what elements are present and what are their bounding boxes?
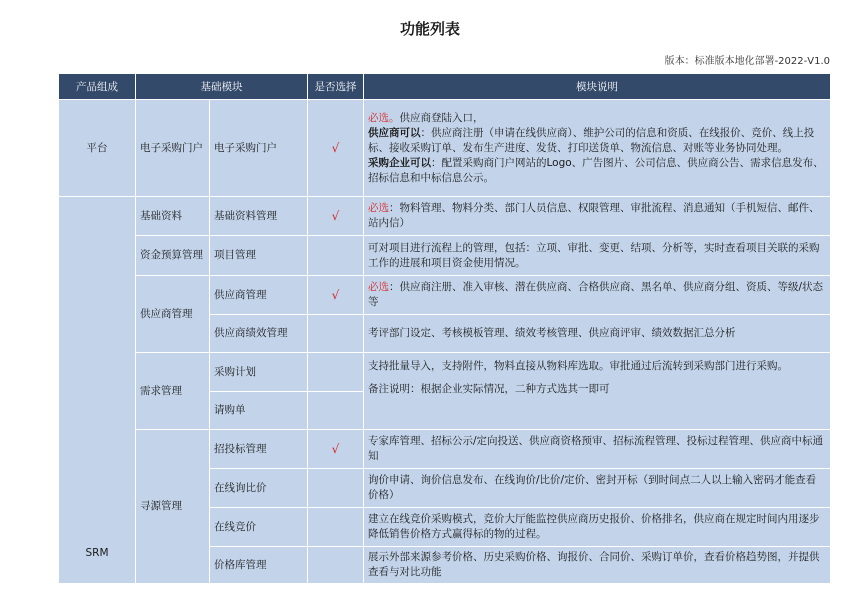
module-cell: 电子采购门户	[210, 100, 308, 197]
header-module: 基础模块	[136, 74, 308, 100]
group-cell: 寻源管理	[136, 430, 210, 584]
required-label: 必选	[368, 202, 389, 214]
module-cell: 招投标管理	[210, 430, 308, 469]
module-cell: 在线竞价	[210, 508, 308, 547]
function-table	[58, 73, 831, 584]
description-cell: 专家库管理、招标公示/定向投送、供应商资格预审、招标流程管理、投标过程管理、供应商中标通知	[364, 430, 831, 469]
table-row	[59, 276, 831, 315]
table-row	[59, 236, 831, 276]
module-cell: 项目管理	[210, 236, 308, 276]
empty-check-cell	[308, 469, 364, 508]
empty-check-cell	[308, 315, 364, 353]
table-row	[59, 100, 831, 197]
module-cell: 价格库管理	[210, 547, 308, 584]
empty-check-cell	[308, 353, 364, 392]
table-row	[59, 197, 831, 236]
check-mark: √	[308, 430, 364, 469]
header-description: 模块说明	[364, 74, 831, 100]
table-header-row	[59, 74, 831, 100]
check-mark: √	[308, 197, 364, 236]
empty-check-cell	[308, 547, 364, 584]
check-mark: √	[308, 100, 364, 197]
module-cell: 基础资料管理	[210, 197, 308, 236]
product-cell: SRM	[59, 197, 136, 584]
group-cell: 供应商管理	[136, 276, 210, 353]
description-cell: 必选：物料管理、物料分类、部门人员信息、权限管理、审批流程、消息通知（手机短信、邮件、站内信）	[364, 197, 831, 236]
description-cell: 询价申请、询价信息发布、在线询价/比价/定价、密封开标（到时间点二人以上输入密码才能查看价格）	[364, 469, 831, 508]
empty-check-cell	[308, 508, 364, 547]
module-cell: 采购计划	[210, 353, 308, 392]
group-cell: 电子采购门户	[136, 100, 210, 197]
required-label: 必选。	[368, 111, 400, 124]
description-cell: 展示外部来源参考价格、历史采购价格、询报价、合同价、采购订单价，查看价格趋势图，并提供查看与对比功能	[364, 547, 831, 584]
group-cell: 基础资料	[136, 197, 210, 236]
empty-check-cell	[308, 392, 364, 430]
group-cell: 资金预算管理	[136, 236, 210, 276]
check-mark: √	[308, 276, 364, 315]
page-title: 功能列表	[399, 20, 460, 38]
module-cell: 在线询比价	[210, 469, 308, 508]
group-cell: 需求管理	[136, 353, 210, 430]
module-cell: 供应商绩效管理	[210, 315, 308, 353]
description-cell: 建立在线竞价采购模式，竞价大厅能监控供应商历史报价、价格排名，供应商在规定时间内用逐步降低销售价格方式赢得标的物的过程。	[364, 508, 831, 547]
description-cell: 考评部门设定、考核模板管理、绩效考核管理、供应商评审、绩效数据汇总分析	[364, 315, 831, 353]
supplier-label: 供应商可以	[368, 126, 421, 139]
description-cell: 支持批量导入，支持附件，物料直接从物料库选取。审批通过后流转到采购部门进行采购。 备注说明：根据企业实际情况，二种方式选其一即可	[364, 353, 831, 430]
product-cell: 平台	[59, 100, 136, 197]
buyer-label: 采购企业可以	[368, 156, 431, 169]
empty-check-cell	[308, 236, 364, 276]
description-cell: 必选：供应商注册、准入审核、潜在供应商、合格供应商、黑名单、供应商分组、资质、等级/状态等	[364, 276, 831, 315]
header-selected: 是否选择	[308, 74, 364, 100]
required-label: 必选	[368, 281, 389, 293]
table-row	[59, 430, 831, 469]
table-row	[59, 353, 831, 392]
module-cell: 请购单	[210, 392, 308, 430]
description-cell: 可对项目进行流程上的管理，包括：立项、审批、变更、结项、分析等，实时查看项目关联的采购工作的进展和项目资金使用情况。	[364, 236, 831, 276]
description-cell: 必选。供应商登陆入口， 供应商可以：供应商注册（申请在线供应商）、维护公司的信息和资质、在线报价、竞价、线上投标、接收采购订单、发布生产进度、发货、打印送货单、物流信息、对账等业务协同处理。 采购企业可以：配置采购商门户网站的Logo、广告图片、公司信息、供应商公告、需求信息发布、招标信息和中标信息公示。	[364, 100, 831, 197]
module-cell: 供应商管理	[210, 276, 308, 315]
version-label: 版本：标准版本地化部署-2022-V1.0	[664, 56, 830, 67]
header-product: 产品组成	[59, 74, 136, 100]
